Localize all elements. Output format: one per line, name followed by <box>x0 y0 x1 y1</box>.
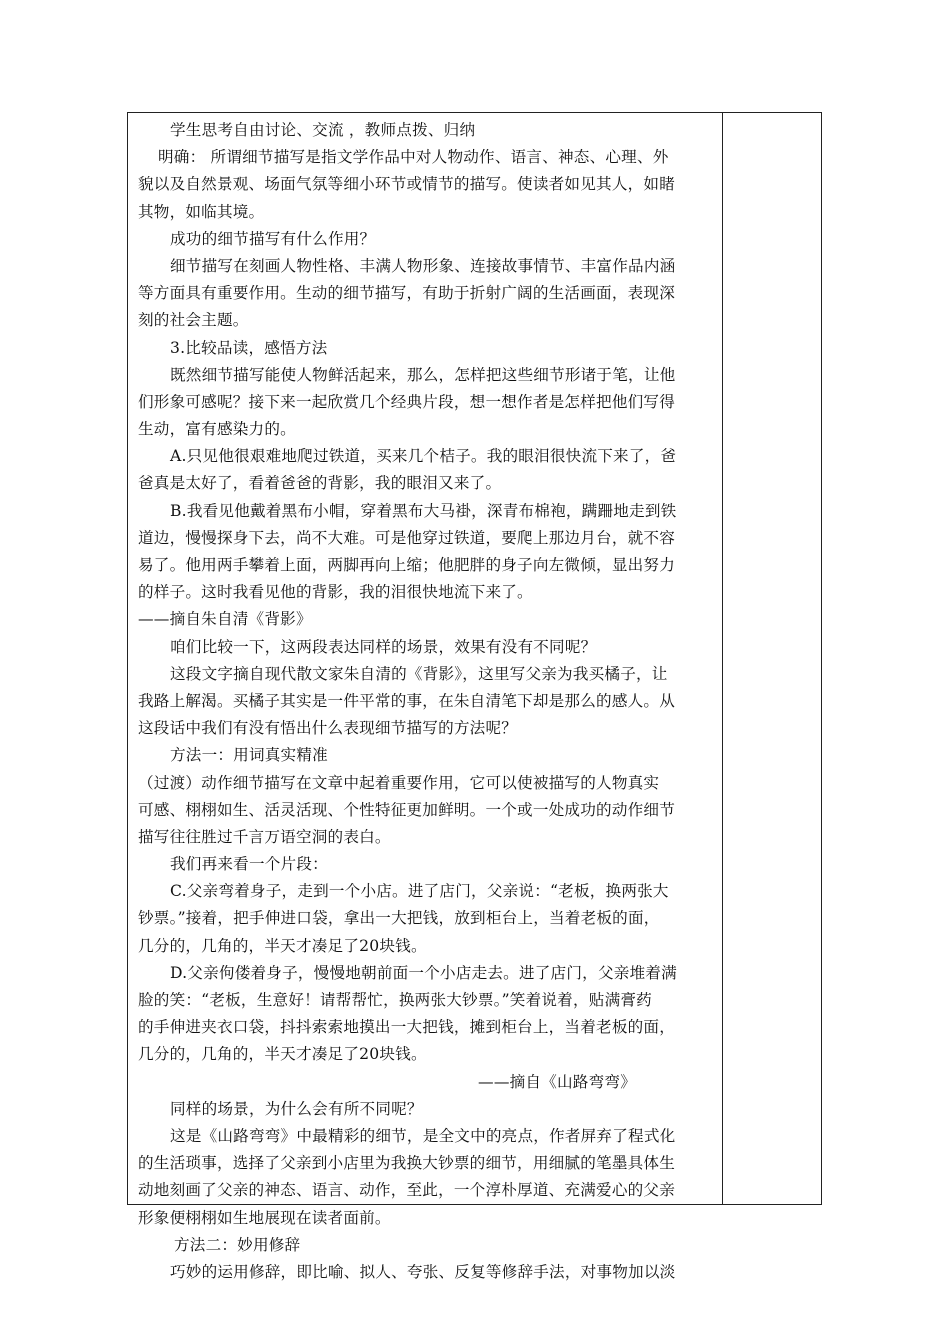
text-line: 巧妙的运用修辞，即比喻、拟人、夸张、反复等修辞手法，对事物加以淡 <box>170 1262 676 1281</box>
text-line: 刻的社会主题。 <box>138 311 249 330</box>
text-line: 学生思考自由讨论、交流 ，教师点拨、归纳 <box>170 121 476 139</box>
column-divider <box>722 113 723 1204</box>
text-line: 道边，慢慢探身下去，尚不大难。可是他穿过铁道，要爬上那边月台，就不容 <box>138 528 675 547</box>
section-heading: 3.比较品读，感悟方法 <box>170 338 328 357</box>
text-line: 这段文字摘自现代散文家朱自清的《背影》，这里写父亲为我买橘子，让 <box>170 664 668 683</box>
excerpt-c: C.父亲弯着身子，走到一个小店。进了店门，父亲说：“老板，换两张大 <box>170 882 669 901</box>
lesson-table <box>127 112 822 1281</box>
text-line: 其物，如临其境。 <box>138 202 265 221</box>
text-line: 貌以及自然景观、场面气氛等细小环节或情节的描写。使读者如见其人，如睹 <box>138 175 675 194</box>
text-line: 明确： 所谓细节描写是指文学作品中对人物动作、语言、神态、心理、外 <box>158 148 669 167</box>
text-line: 同样的场景，为什么会有所不同呢？ <box>170 1099 423 1118</box>
text-line: 的手伸进夹衣口袋，抖抖索索地摸出一大把钱，摊到柜台上，当着老板的面， <box>138 1018 675 1037</box>
text-line: 生动，富有感染力的。 <box>138 420 296 439</box>
text-line: 可感、栩栩如生、活灵活现、个性特征更加鲜明。一个或一处成功的动作细节 <box>138 800 675 819</box>
content-cell <box>138 117 716 1286</box>
text-line: 钞票。”接着，把手伸进口袋，拿出一大把钱，放到柜台上，当着老板的面， <box>138 909 660 928</box>
text-line: 爸真是太好了，看着爸爸的背影，我的眼泪又来了。 <box>138 474 502 493</box>
method-heading: 方法二：妙用修辞 <box>174 1235 301 1254</box>
method-heading: 方法一：用词真实精准 <box>170 746 328 765</box>
text-line: 我路上解渴。买橘子其实是一件平常的事，在朱自清笔下却是那么的感人。从 <box>138 691 675 710</box>
text-line: 的生活琐事，选择了父亲到小店里为我换大钞票的细节，用细腻的笔墨具体生 <box>138 1154 675 1173</box>
text-line: 们形象可感呢？接下来一起欣赏几个经典片段，想一想作者是怎样把他们写得 <box>138 392 675 411</box>
text-line: 我们再来看一个片段： <box>170 855 328 874</box>
text-line: 细节描写在刻画人物性格、丰满人物形象、连接故事情节、丰富作品内涵 <box>170 256 676 275</box>
text-line: 等方面具有重要作用。生动的细节描写，有助于折射广阔的生活画面，表现深 <box>138 284 675 303</box>
text-line: 既然细节描写能使人物鲜活起来，那么，怎样把这些细节形诸于笔，让他 <box>170 365 676 384</box>
text-line: 咱们比较一下，这两段表达同样的场景，效果有没有不同呢？ <box>170 637 597 656</box>
text-line: 几分的，几角的，半天才凑足了20块钱。 <box>138 936 427 955</box>
text-line: 脸的笑：“老板，生意好！请帮帮忙，换两张大钞票。”笑着说着，贴满膏药 <box>138 991 652 1009</box>
excerpt-b: B.我看见他戴着黑布小帽，穿着黑布大马褂，深青布棉袍，蹒跚地走到铁 <box>170 501 677 520</box>
text-line: 的样子。这时我看见他的背影，我的泪很快地流下来了。 <box>138 583 533 602</box>
text-line: 成功的细节描写有什么作用？ <box>170 229 376 248</box>
citation: ——摘自朱自清《背影》 <box>138 610 312 629</box>
excerpt-d: D.父亲佝偻着身子，慢慢地朝前面一个小店走去。进了店门，父亲堆着满 <box>170 963 677 982</box>
text-line: 这段话中我们有没有悟出什么表现细节描写的方法呢？ <box>138 719 518 738</box>
text-line: 形象便栩栩如生地展现在读者面前。 <box>138 1208 391 1227</box>
text-line: 描写往往胜过千言万语空洞的表白。 <box>138 827 391 846</box>
text-line: （过渡）动作细节描写在文章中起着重要作用，它可以使被描写的人物真实 <box>138 773 660 792</box>
excerpt-a: A.只见他很艰难地爬过铁道，买来几个桔子。我的眼泪很快流下来了，爸 <box>170 447 677 466</box>
text-line: 动地刻画了父亲的神态、语言、动作，至此，一个淳朴厚道、充满爱心的父亲 <box>138 1181 675 1200</box>
text-line: 易了。他用两手攀着上面，两脚再向上缩；他肥胖的身子向左微倾，显出努力 <box>138 556 675 574</box>
text-line: 几分的，几角的，半天才凑足了20块钱。 <box>138 1045 427 1064</box>
citation: ——摘自《山路弯弯》 <box>478 1072 636 1091</box>
text-line: 这是《山路弯弯》中最精彩的细节，是全文中的亮点，作者屏弃了程式化 <box>170 1126 676 1145</box>
